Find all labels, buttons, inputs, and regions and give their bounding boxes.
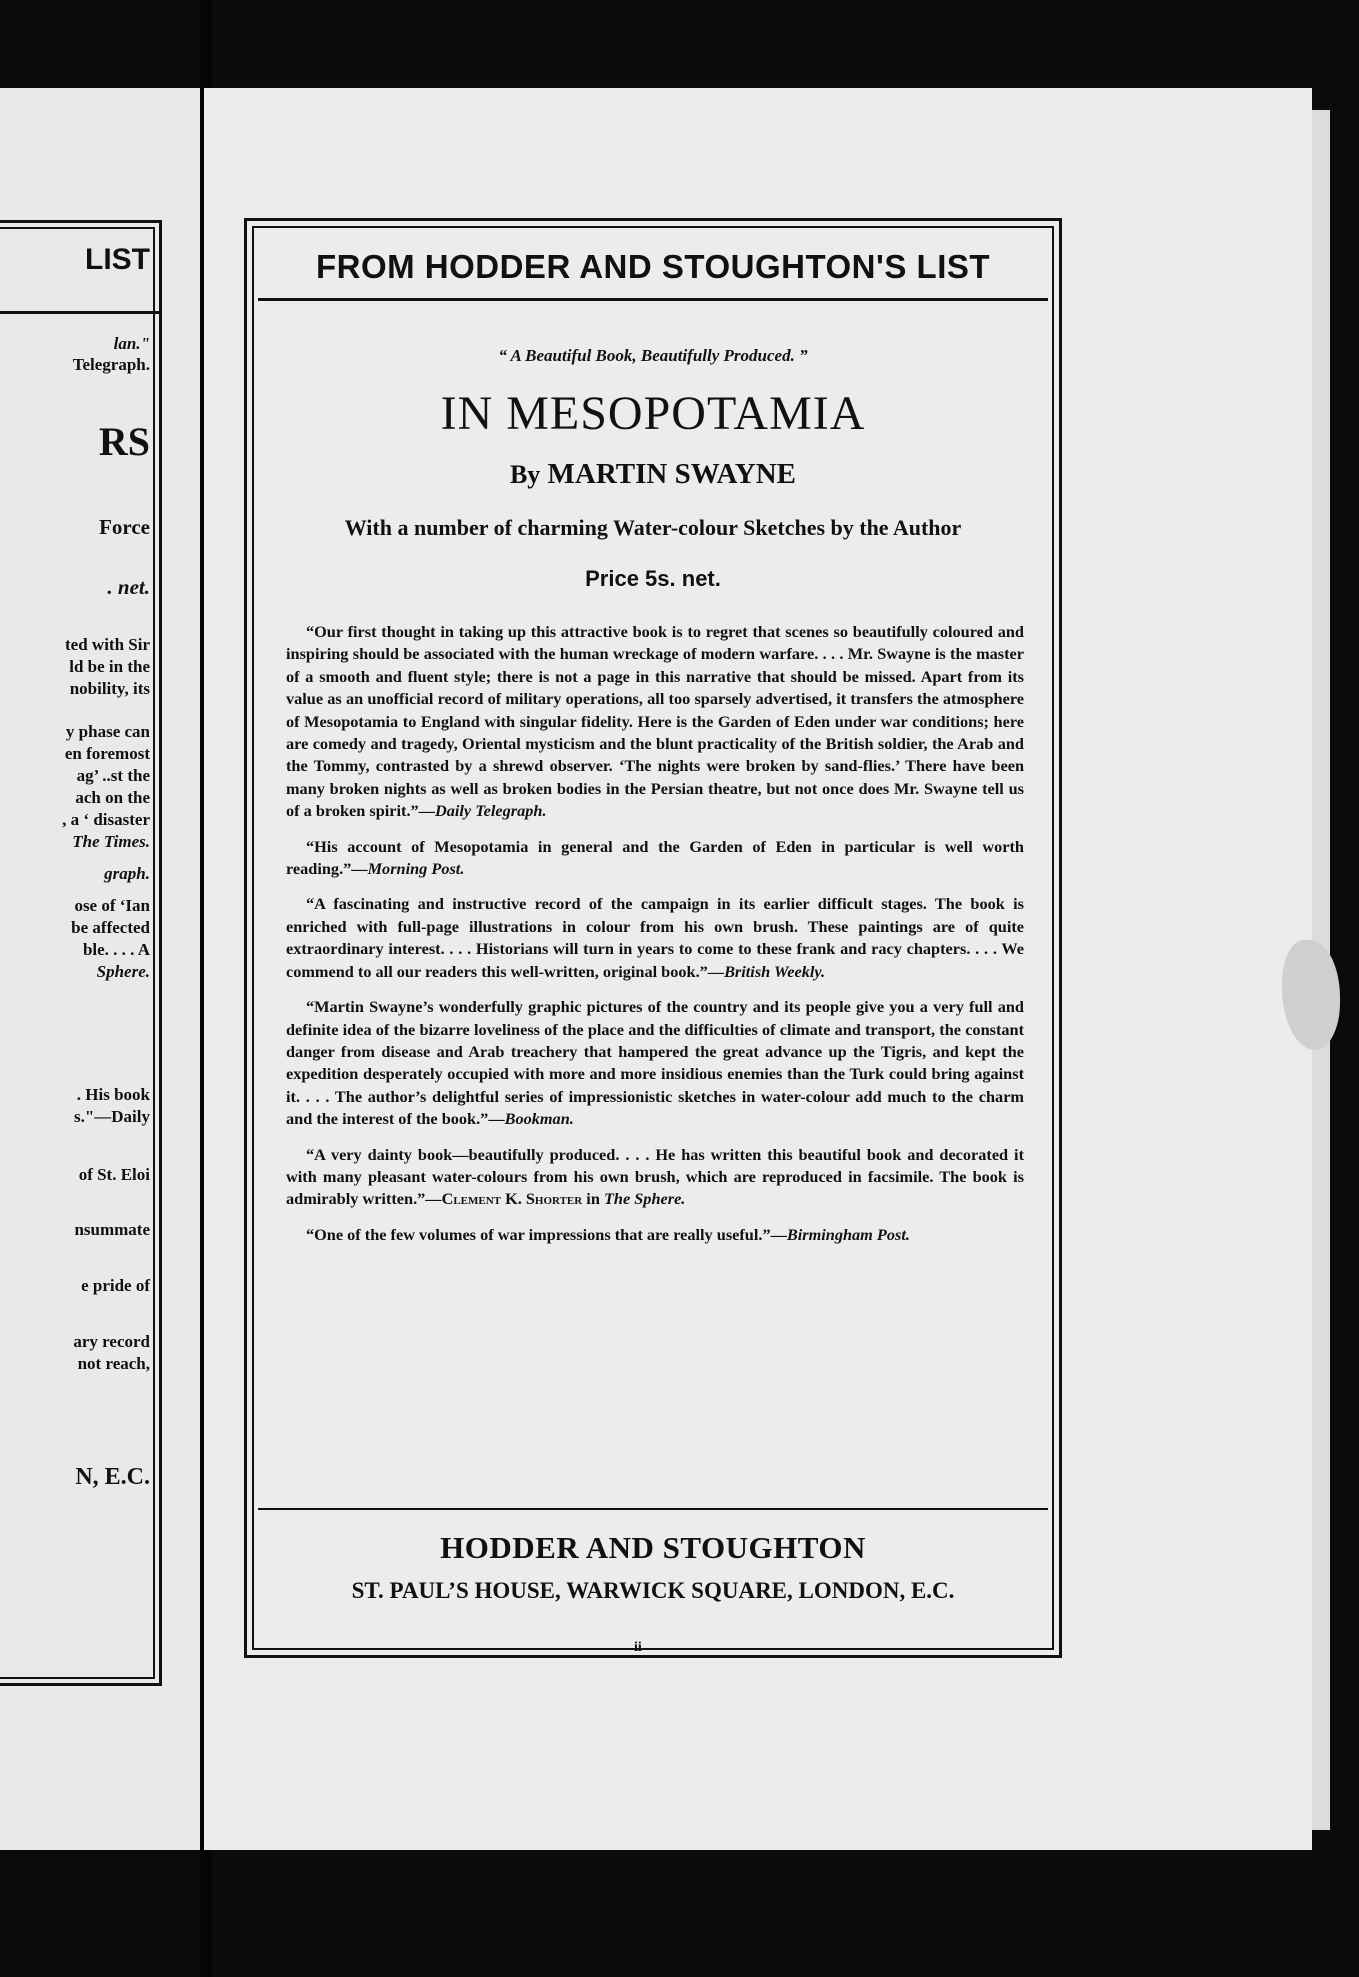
left-fragment: N, E.C.: [75, 1464, 150, 1490]
review-source: British Weekly.: [724, 961, 826, 981]
review: [286, 1224, 1024, 1246]
left-fragment: ary record: [73, 1332, 150, 1351]
left-fragment: Sphere.: [96, 962, 150, 981]
price: Price 5s. net.: [585, 566, 721, 591]
review-text: “A very dainty book—beautifully produced. . . . He has written this beautiful book and decorated it with many pleasant water-colours from his own brush, which are reproduced in facsimile. The book is admirably written.”—: [286, 1144, 1024, 1209]
left-fragment: ble. . . . A: [82, 940, 150, 959]
left-fragment: of St. Eloi: [78, 1165, 150, 1184]
left-page: [0, 88, 200, 1850]
review-text: “Martin Swayne’s wonderfully graphic pictures of the country and its people give you a very full and definite idea of the bizarre loveliness of the place and the difficulties of climate and transport, the constant danger from disease and Arab treachery that hampered the great advance up the Tigris, and kept the expedition desperately occupied with more and more insidious enemies than the Turk could bring against it. . . . The author’s delightful series of impressionistic sketches in water-colour add much to the charm and the interest of the book.”—: [286, 997, 1024, 1129]
subtitle: With a number of charming Water-colour Sketches by the Author: [344, 515, 962, 540]
review-source: Daily Telegraph.: [434, 801, 547, 821]
review-source: Birmingham Post.: [786, 1224, 910, 1244]
review-text: “His account of Mesopotamia in general and the Garden of Eden in particular is well worth reading.”—: [286, 836, 1024, 879]
review: [286, 1144, 1024, 1211]
review: [286, 996, 1024, 1130]
left-fragment: y phase can: [65, 722, 150, 741]
left-header: LIST: [85, 243, 150, 276]
review: [286, 621, 1024, 823]
left-fragment: not reach,: [77, 1354, 150, 1373]
left-fragment: s."—Daily: [73, 1107, 150, 1126]
left-fragment: lan.": [113, 334, 150, 353]
left-fragment: be affected: [71, 918, 150, 937]
left-fragment: , a ‘ disaster: [62, 810, 150, 829]
reviews: [286, 621, 1024, 1259]
left-fragment: . His book: [76, 1085, 150, 1104]
right-page: [204, 88, 1312, 1850]
left-fragment: ose of ‘Ian: [74, 896, 150, 915]
page-number: ii: [634, 1640, 642, 1655]
left-header-rule: [0, 311, 159, 314]
left-fragment: RS: [98, 419, 150, 464]
byline: [254, 458, 1052, 491]
review-text: “One of the few volumes of war impressions that are really useful.”—: [306, 1224, 787, 1244]
left-fragment: en foremost: [64, 744, 150, 763]
left-fragment: graph.: [104, 864, 150, 883]
left-fragment: nobility, its: [69, 679, 150, 698]
advertisement-frame: [244, 218, 1062, 1658]
footer-rule: [258, 1508, 1048, 1510]
review-source: Bookman.: [504, 1109, 574, 1129]
review-text: “A fascinating and instructive record of the campaign in its earlier difficult stages. The book is enriched with full-page illustrations in colour from his own brush. These paintings are of quite extraordinary interest. . . . Historians will turn in years to come to these frank and racy chapters. . . . We commend to all our readers this well-written, original book.”—: [286, 894, 1024, 981]
tagline: “ A Beautiful Book, Beautifully Produced. ”: [498, 346, 808, 365]
left-fragment: ag’ ..st the: [76, 766, 150, 785]
left-fragment: ach on the: [75, 788, 150, 807]
review: [286, 893, 1024, 983]
review-text: “Our first thought in taking up this attractive book is to regret that scenes so beautifully coloured and inspiring should be associated with the human wreckage of modern warfare. . . . Mr. Swayne is the master of a smooth and fluent style; there is not a page in this narrative that should be missed. Apart from its value as an unofficial record of military operations, all too sparsely advertised, it transfers the atmosphere of Mesopotamia to England with singular fidelity. Here is the Garden of Eden under war conditions; here are comedy and tragedy, Oriental mysticism and the blunt practicality of the British soldier, the Arab and the Tommy, contrasted by a shrewd observer. ‘The nights were broken by sand-flies.’ There have been many broken nights as well as broken bodies in the Persian theatre, but not once does Mr. Swayne tell us of a broken spirit.”—: [286, 622, 1024, 821]
advertisement-inner-frame: [252, 226, 1054, 1650]
review: [286, 836, 1024, 881]
review-source: The Sphere.: [603, 1189, 686, 1209]
review-in: in: [582, 1189, 604, 1209]
book-title: IN MESOPOTAMIA: [440, 387, 866, 440]
left-fragment: Telegraph.: [72, 355, 150, 374]
left-fragment: nsummate: [74, 1220, 150, 1239]
left-fragment: ld be in the: [69, 657, 150, 676]
left-fragment: The Times.: [72, 832, 150, 851]
review-attribution: Clement K. Shorter: [441, 1189, 583, 1209]
byline-by: By: [509, 460, 541, 489]
left-fragment: . net.: [107, 575, 150, 599]
left-fragment: e pride of: [81, 1276, 150, 1295]
left-fragment: ted with Sir: [65, 635, 150, 654]
list-header: FROM HODDER AND STOUGHTON'S LIST: [315, 248, 991, 285]
review-source: Morning Post.: [367, 859, 465, 879]
publisher-name: HODDER AND STOUGHTON: [440, 1530, 866, 1565]
left-fragment: Force: [99, 515, 150, 539]
author-name: MARTIN SWAYNE: [547, 458, 797, 490]
header-rule: [258, 298, 1048, 301]
publisher-address: ST. PAUL’S HOUSE, WARWICK SQUARE, LONDON, E.C.: [351, 1578, 955, 1603]
